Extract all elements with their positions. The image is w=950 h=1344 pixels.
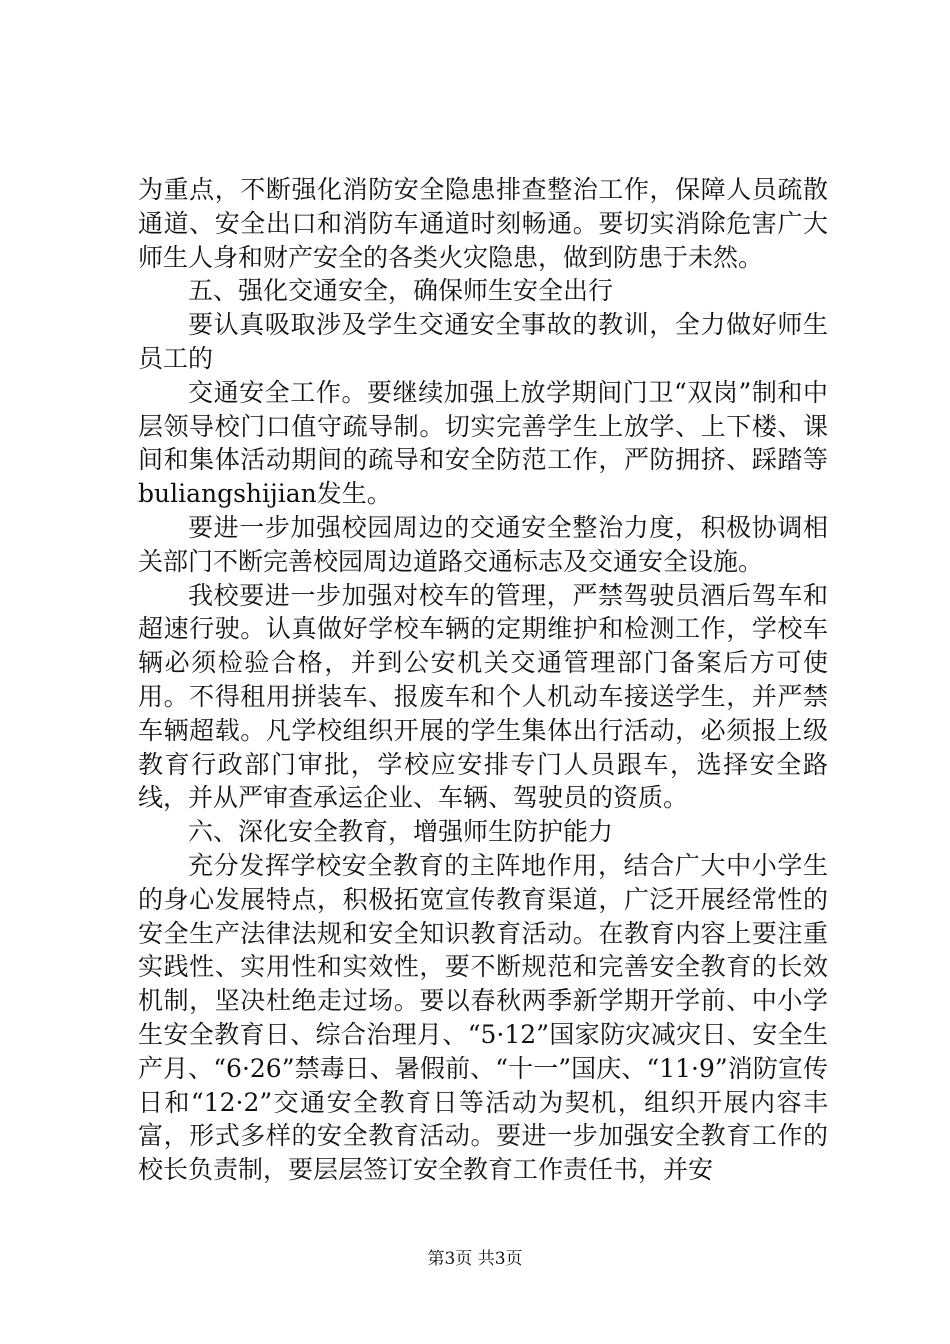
document-body [138,173,828,1187]
section-heading-6: 六、深化安全教育，增强师生防护能力 [188,817,614,847]
section-heading-5: 五、强化交通安全，确保师生安全出行 [188,276,614,306]
paragraph-6: 我校要进一步加强对校车的管理，严禁驾驶员酒后驾车和超速行驶。认真做好学校车辆的定期维护和检测工作，学校车辆必须检验合格，并到公安机关交通管理部门备案后方可使用。不得租用拼装车、报废车和个人机动车接送学生，并严禁车辆超载。凡学校组织开展的学生集体出行活动，必须报上级教育行政部门审批，学校应安排专门人员跟车，选择安全路线，并从严审查承运企业、车辆、驾驶员的资质。 [138,580,828,813]
paragraph-4: 交通安全工作。要继续加强上放学期间门卫“双岗”制和中层领导校门口值守疏导制。切实完善学生上放学、上下楼、课间和集体活动期间的疏导和安全防范工作，严防拥挤、踩踏等buliangshijian发生。 [138,377,828,509]
page-footer: 第3页 共3页 [427,1249,523,1269]
paragraph-3: 要认真吸取涉及学生交通安全事故的教训，全力做好师生员工的 [138,310,828,373]
paragraph-8: 充分发挥学校安全教育的主阵地作用，结合广大中小学生的身心发展特点，积极拓宽宣传教育渠道，广泛开展经常性的安全生产法律法规和安全知识教育活动。在教育内容上要注重实践性、实用性和实效性，要不断规范和完善安全教育的长效机制，坚决杜绝走过场。要以春秋两季新学期开学前、中小学生安全教育日、综合治理月、“5·12”国家防灾减灾日、安全生产月、“6·26”禁毒日、暑假前、“十一”国庆、“11·9”消防宣传日和“12·2”交通安全教育日等活动为契机，组织开展内容丰富，形式多样的安全教育活动。要进一步加强安全教育工作的校长负责制，要层层签订安全教育工作责任书，并安 [138,850,828,1185]
paragraph-5: 要进一步加强校园周边的交通安全整治力度，积极协调相关部门不断完善校园周边道路交通标志及交通安全设施。 [138,512,828,576]
paragraph-1: 为重点，不断强化消防安全隐患排查整治工作，保障人员疏散通道、安全出口和消防车通道时刻畅通。要切实消除危害广大师生人身和财产安全的各类火灾隐患，做到防患于未然。 [138,175,828,272]
